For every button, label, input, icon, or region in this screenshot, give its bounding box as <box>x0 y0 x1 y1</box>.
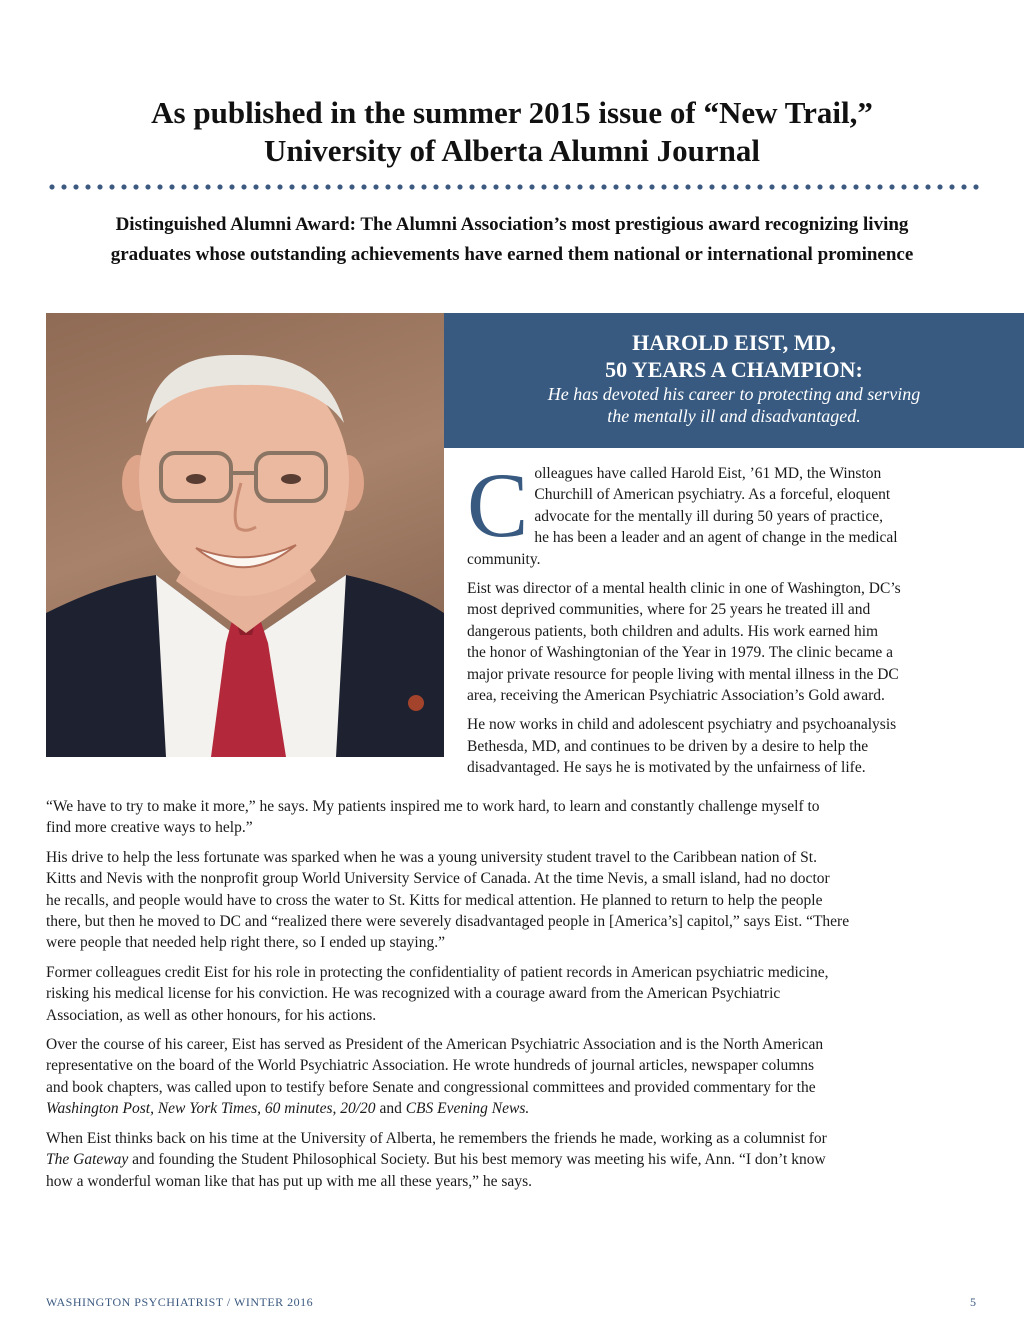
line: When Eist thinks back on his time at the University of Alberta, he remembers the friends he made, working as a columnist for <box>46 1129 827 1147</box>
paragraph-caribbean <box>46 847 982 954</box>
paragraph-alberta <box>46 1128 982 1192</box>
line: advocate for the mentally ill during 50 years of practice, <box>534 507 883 525</box>
line: there, but then he moved to DC and “realized there were severely disadvantaged people in [America’s] capitol,” says Eist. “There <box>46 913 850 931</box>
line: community. <box>467 550 541 568</box>
line: disadvantaged. He says he is motivated by the unfairness of life. <box>467 759 866 777</box>
headline-line-2: University of Alberta Alumni Journal <box>263 133 760 168</box>
portrait-illustration <box>46 313 444 757</box>
line: olleagues have called Harold Eist, ’61 MD, the Winston <box>534 465 882 482</box>
line: the honor of Washingtonian of the Year in 1979. The clinic became a <box>467 644 894 662</box>
line: Association, as well as other honours, for his actions. <box>46 1006 377 1024</box>
line: Over the course of his career, Eist has served as President of the American Psychiatric Association and is the North American <box>46 1036 824 1054</box>
line: Bethesda, MD, and continues to be driven by a desire to help the <box>467 737 869 755</box>
conjunction: and <box>375 1100 406 1118</box>
line: Churchill of American psychiatry. As a forceful, eloquent <box>534 486 891 504</box>
article-full-width <box>46 796 982 1200</box>
dotted-divider <box>46 181 980 193</box>
footer-page-number: 5 <box>970 1295 976 1309</box>
article-title-banner <box>444 313 1024 448</box>
line: representative on the board of the World Psychiatric Association. He wrote hundreds of journal articles, newspaper columns <box>46 1057 815 1075</box>
drop-cap: C <box>467 454 529 556</box>
paragraph-confidentiality <box>46 962 982 1026</box>
headline-line-1: As published in the summer 2015 issue of “New Trail,” <box>151 95 873 130</box>
banner-name-line-1: HAROLD EIST, MD, <box>632 330 836 355</box>
line: were people that needed help right there, so I ended up staying.” <box>46 934 445 952</box>
paragraph-clinic <box>467 578 982 706</box>
line: Kitts and Nevis with the nonprofit group World University Service of Canada. At the time Nevis, a small island, had no doctor <box>46 870 830 888</box>
banner-tagline-line-1: He has devoted his career to protecting and serving <box>547 384 921 404</box>
article-right-column <box>467 454 982 787</box>
line: “We have to try to make it more,” he says. My patients inspired me to work hard, to learn and constantly challenge myself to <box>46 798 820 815</box>
media-outlets: Washington Post, New York Times, 60 minutes, 20/20 <box>46 1100 376 1118</box>
award-description <box>46 210 978 270</box>
line: major private resource for people living with mental illness in the DC <box>467 665 899 683</box>
line: find more creative ways to help.” <box>46 819 253 837</box>
gateway-title: The Gateway <box>46 1151 129 1169</box>
portrait-photo <box>46 313 444 757</box>
paragraph-quote <box>46 796 982 839</box>
banner-name-line-2: 50 YEARS A CHAMPION: <box>605 357 863 382</box>
line: and book chapters, was called upon to testify before Senate and congressional committees and provided commentary for the <box>46 1078 816 1096</box>
paragraph-intro <box>467 454 982 570</box>
paragraph-career <box>46 1034 982 1120</box>
banner-name <box>444 329 1024 383</box>
line: Eist was director of a mental health clinic in one of Washington, DC’s <box>467 580 901 598</box>
line: His drive to help the less fortunate was sparked when he was a young university student travel to the Caribbean nation of St. <box>46 848 817 866</box>
media-outlet-cbs: CBS Evening News. <box>405 1100 530 1118</box>
award-description-line-2: graduates whose outstanding achievements have earned them national or international prominence <box>110 244 914 265</box>
banner-tagline <box>444 383 1024 427</box>
line: Former colleagues credit Eist for his role in protecting the confidentiality of patient records in American psychiatric medicine, <box>46 963 829 981</box>
line: he has been a leader and an agent of change in the medical <box>534 529 898 547</box>
line: risking his medical license for his conviction. He was recognized with a courage award from the American Psychiatric <box>46 985 781 1003</box>
line: area, receiving the American Psychiatric Association’s Gold award. <box>467 687 885 705</box>
line: He now works in child and adolescent psychiatry and psychoanalysis <box>467 716 897 734</box>
footer-publication: WASHINGTON PSYCHIATRIST / WINTER 2016 <box>46 1295 314 1309</box>
line: how a wonderful woman like that has put up with me all these years,” he says. <box>46 1172 532 1190</box>
line: and founding the Student Philosophical Society. But his best memory was meeting his wife, Ann. “I don’t know <box>128 1151 826 1169</box>
banner-tagline-line-2: the mentally ill and disadvantaged. <box>607 406 861 426</box>
line: most deprived communities, where for 25 years he treated ill and <box>467 601 871 619</box>
paragraph-current-work <box>467 714 982 778</box>
line: he recalls, and people would have to cross the water to St. Kitts for medical attention. He planned to return to help the people <box>46 891 823 909</box>
page-headline <box>60 94 964 170</box>
line: dangerous patients, both children and adults. His work earned him <box>467 622 879 640</box>
award-description-line-1: Distinguished Alumni Award: The Alumni Association’s most prestigious award recognizing living <box>115 214 909 235</box>
